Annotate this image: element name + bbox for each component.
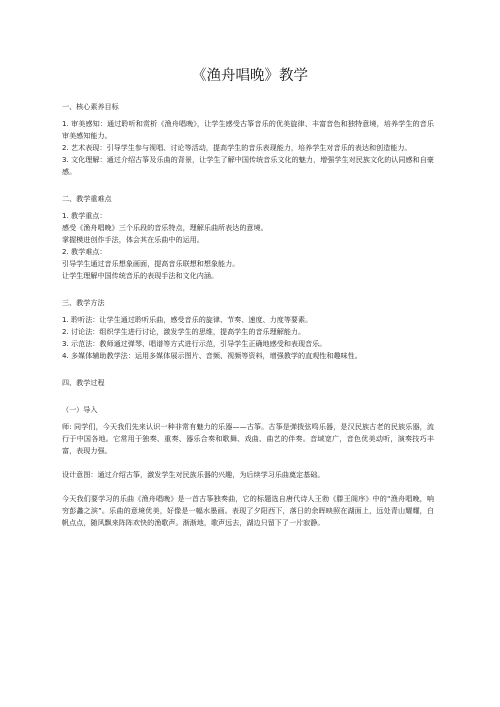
- key-point-line: 感受《渔舟唱晚》三个乐段的音乐特点，理解乐曲所表达的意境。: [62, 223, 268, 232]
- key-point-line: 让学生理解中国传统音乐的表现手法和文化内涵。: [62, 271, 219, 280]
- key-point-line: 掌握模进创作手法，体会其在乐曲中的运用。: [62, 235, 204, 244]
- process-paragraph: 设计意图：通过介绍古筝，激发学生对民族乐器的兴趣，为后续学习乐曲奠定基础。: [62, 470, 325, 479]
- section-heading-goals: 一、核心素养目标: [62, 102, 119, 111]
- document-body: [62, 101, 434, 529]
- method-item: 2. 讨论法：组织学生进行讨论，激发学生的思维，提高学生的音乐理解能力。: [62, 327, 306, 336]
- process-paragraph: 今天我们要学习的乐曲《渔舟唱晚》是一首古筝独奏曲，它的标题选自唐代诗人王勃《滕王阁序》中的“渔舟唱晚，响穷彭蠡之滨”。乐曲的意境优美，好像是一幅水墨画。表现了夕阳西下，落日的余晖映照在湖面上，远处青山耀耀，白帆点点，随风飘来阵阵欢快的渔歌声。渐渐地，歌声远去，湖边只留下了一片寂静。: [62, 494, 434, 527]
- process-paragraph: 师: 同学们，今天我们先来认识一种非常有魅力的乐器——古筝。古筝是弹拨弦鸣乐器，是汉民族古老的民族乐器，流行于中国各地。它常用于独奏、重奏、器乐合奏和歌舞、戏曲、曲艺的伴奏。音域宽广，音色优美动听，演奏技巧丰富，表现力强。: [62, 422, 434, 455]
- section-heading-methods: 三、教学方法: [62, 298, 105, 307]
- section-heading-key-points: 二、教学重难点: [62, 194, 112, 203]
- key-point-line: 1. 教学重点：: [62, 211, 107, 220]
- goal-item: 1. 审美感知：通过聆听和赏析《渔舟唱晚》，让学生感受古筝音乐的优美旋律、丰富音色和独特意境，培养学生的音乐审美感知能力。: [62, 119, 434, 140]
- method-item: 3. 示范法：教师通过弹琴、唱谱等方式进行示范，引导学生正确地感受和表现音乐。: [62, 339, 327, 348]
- method-item: 1. 聆听法：让学生通过聆听乐曲，感受音乐的旋律、节奏、速度、力度等要素。: [62, 315, 313, 324]
- key-point-line: 引导学生通过音乐想象画面，提高音乐联想和想象能力。: [62, 259, 240, 268]
- document-title: 《渔舟唱晚》教学: [192, 68, 308, 84]
- goal-item: 3. 文化理解：通过介绍古筝及乐曲的背景，让学生了解中国传统音乐文化的魅力，增强学生对民族文化的认同感和自豪感。: [62, 155, 434, 176]
- section-heading-process: 四、教学过程: [62, 378, 105, 387]
- subsection-heading-intro: （一）导入: [62, 405, 98, 414]
- key-point-line: 2. 教学难点：: [62, 247, 107, 256]
- method-item: 4. 多媒体辅助教学法：运用多媒体展示图片、音频、视频等资料，增强教学的直观性和趣味性。: [62, 351, 362, 360]
- goal-item: 2. 艺术表现：引导学生参与视唱、讨论等活动，提高学生的音乐表现能力，培养学生对音乐的表达和创造能力。: [62, 143, 412, 152]
